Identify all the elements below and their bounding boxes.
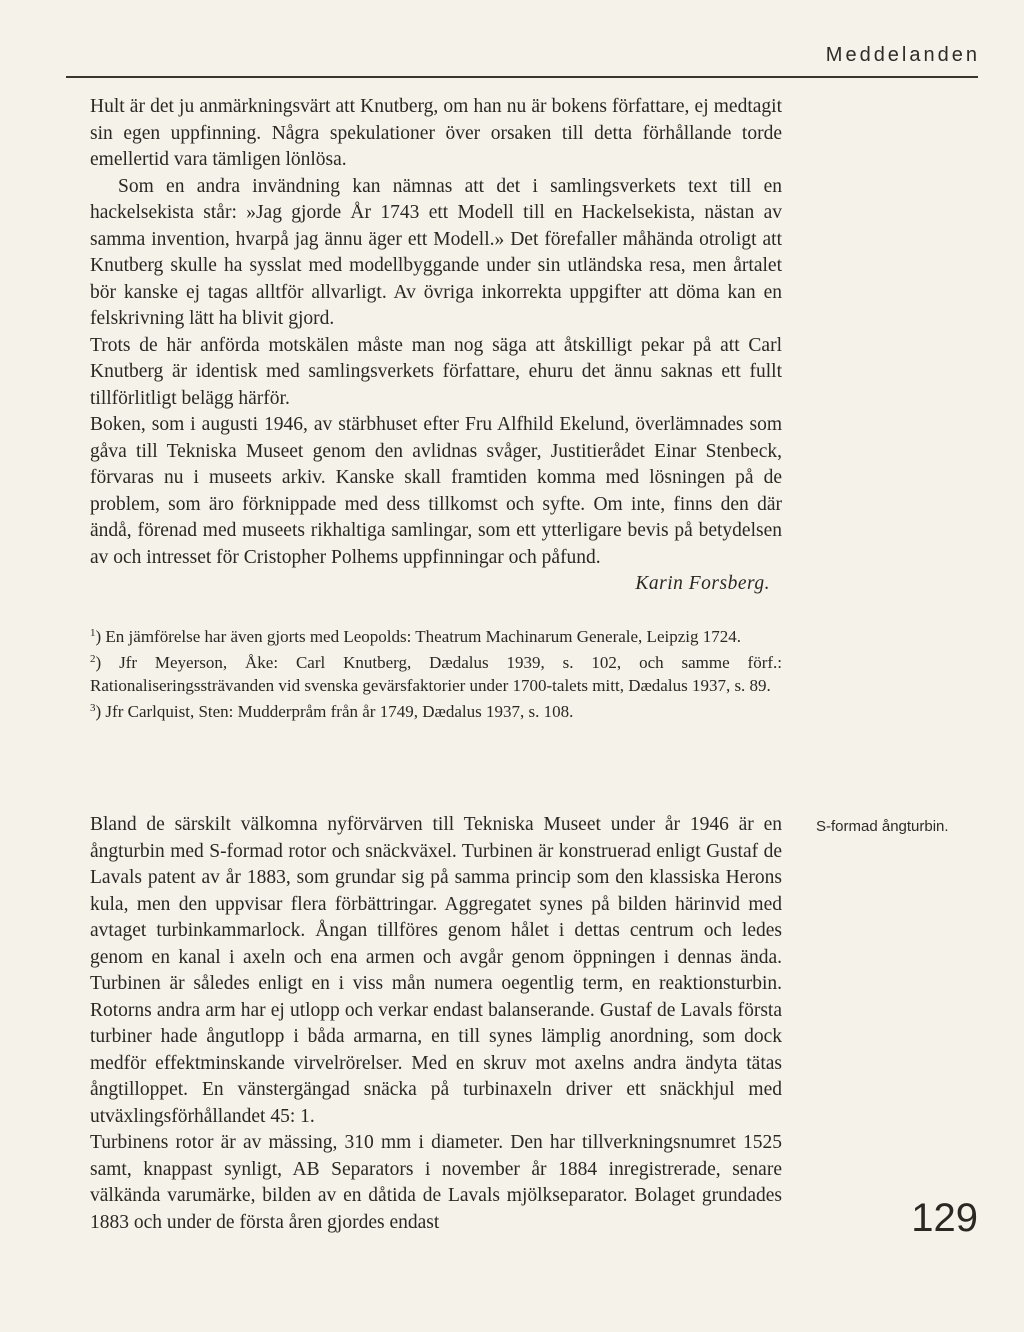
footnote-text: Jfr Meyerson, Åke: Carl Knutberg, Dædalus 1939, s. 102, och samme förf.: Rationaliseringssträvanden vid svenska gevärsfaktorier under 1700-talets mitt, Dædalus 1937, s. 89. (90, 653, 783, 695)
footnote-marker: 3 (90, 702, 96, 714)
paragraph: Boken, som i augusti 1946, av stärbhuset efter Fru Alfhild Ekelund, överlämnades som gåva till Tekniska Museet genom den avlidnas svåger, Justitierådet Einar Stenbeck, förvaras nu i museets arkiv. Kanske skall framtiden komma med lösningen på de problem, som äro förknippade med dess tillkomst och syfte. Om inte, finns den där ändå, förenad med museets rikhaltiga samlingar, som ett ytterligare bevis på betydelsen av och intresset för Cristopher Polhems uppfinningar och påfund. (90, 414, 782, 568)
paragraph: Turbinens rotor är av mässing, 310 mm i diameter. Den har tillverkningsnumret 1525 samt, knappast synligt, AB Separators i november år 1884 inregistrerade, senare välkända varumärke, bilden av en dåtida de Lavals mjölkseparator. Bolaget grundades 1883 och under de första åren gjordes endast (90, 1132, 782, 1233)
paragraph: Hult är det ju anmärkningsvärt att Knutberg, om han nu är bokens författare, ej medtagit sin egen uppfinning. Några spekulationer över orsaken till detta förhållande torde emellertid vara tämligen lönlösa. (90, 96, 782, 170)
author-signature: Karin Forsberg. (635, 573, 770, 594)
footnote-text: Jfr Carlquist, Sten: Mudderpråm från år 1749, Dædalus 1937, s. 108. (105, 702, 574, 721)
footnote-text: En jämförelse har även gjorts med Leopolds: Theatrum Machinarum Generale, Leipzig 1724. (105, 627, 741, 646)
header-rule (66, 76, 978, 78)
bottom-text-column (90, 812, 782, 1236)
footnote: $^3$) Jfr Carlquist, Sten: Mudderpråm från år 1749, Dædalus 1937, s. 108. (90, 702, 574, 721)
footnote-marker: 1 (90, 627, 96, 639)
footnote: $^1$) En jämförelse har även gjorts med Leopolds: Theatrum Machinarum Generale, Leipzig 1724. (90, 627, 741, 646)
footnote-marker: 2 (90, 653, 96, 665)
footnote: $^2$) Jfr Meyerson, Åke: Carl Knutberg, Dædalus 1939, s. 102, och samme förf.: Rationaliseringssträvanden vid svenska gevärsfaktorier under 1700-talets mitt, Dædalus 1937, s. 89. (90, 653, 783, 695)
margin-title: S-formad ångturbin. (816, 818, 949, 835)
paragraph: Som en andra invändning kan nämnas att det i samlingsverkets text till en hackelsekista står: »Jag gjorde År 1743 ett Modell till en Hackelsekista, nästan av samma invention, hvarpå jag ännu äger ett Modell.» Det förefaller måhända otroligt att Knutberg skulle ha sysslat med modellbyggande under sin utländska resa, men årtalet bör kanske ej tagas alltför allvarligt. Av övriga inkorrekta uppgifter att döma kan en felskrivning lätt ha blivit gjord. (90, 175, 782, 329)
running-head: Meddelanden (825, 44, 980, 66)
page-number: 129 (911, 1196, 978, 1240)
top-text-column (90, 94, 782, 598)
paragraph: Trots de här anförda motskälen måste man nog säga att åtskilligt pekar på att Carl Knutberg är identisk med samlingsverkets författare, ehuru det ännu saknas ett fullt tillförlitligt belägg härför. (90, 334, 782, 409)
paragraph: Bland de särskilt välkomna nyförvärven till Tekniska Museet under år 1946 är en ångturbin med S-formad rotor och snäckväxel. Turbinen är konstruerad enligt Gustaf de Lavals patent av år 1883, som grundar sig på samma princip som den klassiska Herons kula, men den uppvisar flera förbättringar. Aggregatet synes på bilden härinvid med avtaget turbinkammarlock. Ångan tillföres genom hålet i dettas centrum och ledes genom en kanal i axeln och ena armen och avgår genom öppningen i dennas ända. Turbinen är således enligt en i viss mån numera oegentlig term, en reaktionsturbin. Rotorns andra arm har ej utlopp och verkar endast balanserande. Gustaf de Lavals första turbiner hade ångutlopp i båda armarna, en till synes lämplig anordning, som dock medför effektminskande virvelrörelser. Med en skruv mot axelns andra ändyta tätas ångtilloppet. En vänstergängad snäcka på turbinaxeln driver ett snäckhjul med utväxlingsförhållandet 45: 1. (90, 814, 782, 1127)
footnotes (90, 622, 782, 723)
